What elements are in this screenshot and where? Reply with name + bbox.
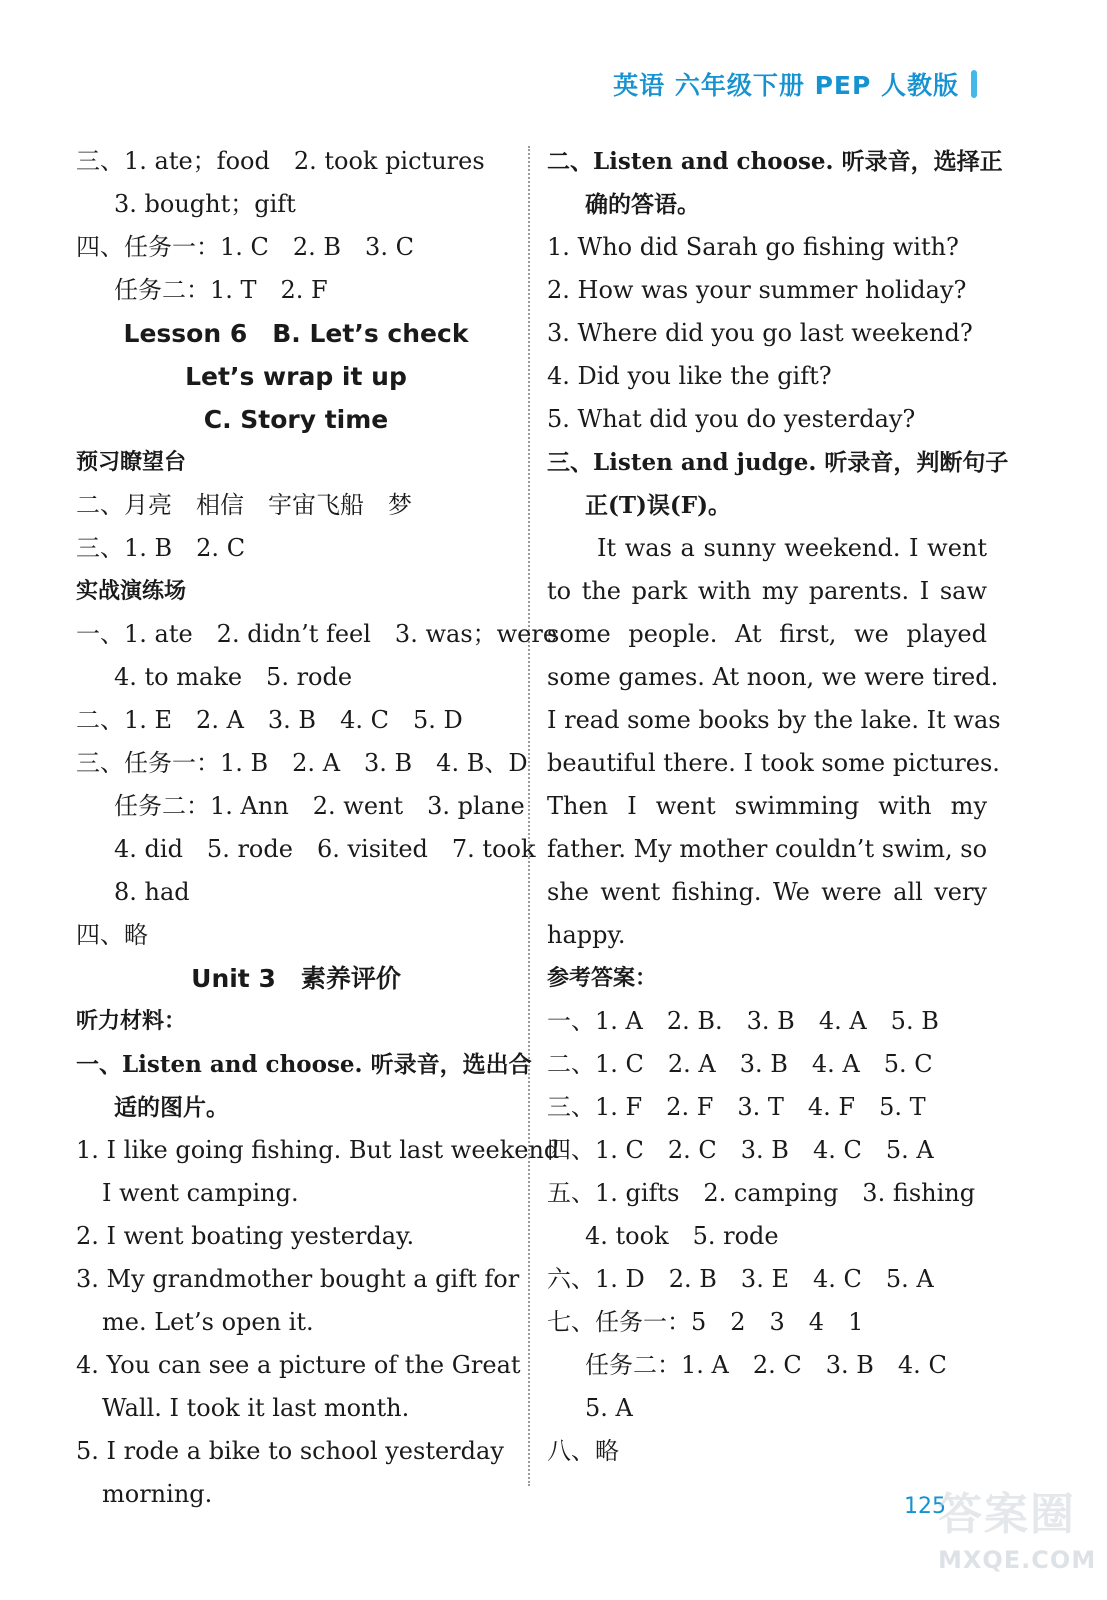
left-column [76, 140, 560, 1516]
passage-line: she went fishing. We were all very [547, 878, 987, 906]
answer-line: 三、1. F 2. F 3. T 4. F 5. T [547, 1093, 926, 1121]
answer-line: 任务二：1. A 2. C 3. B 4. C [585, 1351, 947, 1379]
section-heading: 听力材料： [76, 1009, 187, 1034]
lesson-heading: Let’s wrap it up [185, 362, 407, 391]
answer-line: 三、1. ate；food 2. took pictures [76, 147, 485, 175]
script-line: 1. Who did Sarah go fishing with? [547, 233, 959, 261]
passage-line: It was a sunny weekend. I went [597, 534, 987, 562]
answer-line: 三、任务一：1. B 2. A 3. B 4. B、D [76, 749, 528, 777]
answer-line: 3. bought；gift [114, 190, 296, 218]
script-line: 2. How was your summer holiday? [547, 276, 967, 304]
script-line: 3. My grandmother bought a gift for [76, 1265, 520, 1293]
script-line: 4. Did you like the gift? [547, 362, 832, 390]
answer-line: 七、任务一：5 2 3 4 1 [547, 1308, 864, 1336]
script-line: 5. I rode a bike to school yesterday [76, 1437, 504, 1465]
answer-line: 二、1. E 2. A 3. B 4. C 5. D [76, 706, 463, 734]
script-line: 2. I went boating yesterday. [76, 1222, 415, 1250]
page-number: 125 [904, 1494, 946, 1519]
watermark-url: MXQE.COM [938, 1546, 1097, 1574]
passage-line: happy. [547, 921, 626, 949]
answer-line: 任务二：1. Ann 2. went 3. plane [114, 792, 525, 820]
section-heading: 参考答案： [547, 966, 658, 991]
answer-line: 5. A [585, 1394, 633, 1422]
answer-line: 二、1. C 2. A 3. B 4. A 5. C [547, 1050, 933, 1078]
answer-line: 4. did 5. rode 6. visited 7. took [114, 835, 536, 863]
answer-line: 二、月亮 相信 宇宙飞船 梦 [76, 491, 412, 519]
section-heading: 预习瞭望台 [76, 450, 187, 475]
unit-heading: Unit 3 素养评价 [191, 964, 401, 993]
passage-line: I read some books by the lake. It was [547, 706, 1001, 734]
question-heading: 二、Listen and choose. 听录音，选择正 [547, 148, 1003, 175]
script-line: Wall. I took it last month. [102, 1394, 410, 1422]
answer-line: 4. took 5. rode [585, 1222, 779, 1250]
script-line: I went camping. [102, 1179, 299, 1207]
script-line: 4. You can see a picture of the Great [76, 1351, 521, 1379]
answer-line: 任务二：1. T 2. F [114, 276, 328, 304]
answer-line: 一、1. ate 2. didn’t feel 3. was；were [76, 620, 558, 648]
answer-line: 三、1. B 2. C [76, 534, 246, 562]
answer-line: 六、1. D 2. B 3. E 4. C 5. A [547, 1265, 934, 1293]
watermark [938, 1478, 1097, 1588]
answer-line: 一、1. A 2. B. 3. B 4. A 5. B [547, 1007, 939, 1035]
question-heading: 确的答语。 [585, 191, 700, 218]
column-divider [528, 146, 530, 1486]
book-title-header: 英语 六年级下册 PEP 人教版 [613, 71, 959, 100]
answer-line: 五、1. gifts 2. camping 3. fishing [547, 1179, 976, 1207]
script-line: me. Let’s open it. [102, 1308, 314, 1336]
question-heading: 适的图片。 [114, 1094, 229, 1121]
script-line: 1. I like going fishing. But last weekend [76, 1136, 560, 1164]
section-heading: 实战演练场 [76, 579, 187, 604]
script-line: 5. What did you do yesterday? [547, 405, 916, 433]
answer-line: 四、略 [76, 921, 148, 949]
passage-line: some games. At noon, we were tired. [547, 663, 999, 691]
passage-line: to the park with my parents. I saw [547, 577, 987, 605]
answer-line: 八、略 [547, 1437, 619, 1465]
lesson-heading: Lesson 6 B. Let’s check [123, 319, 469, 348]
header-accent-bar [971, 70, 977, 98]
answer-line: 四、1. C 2. C 3. B 4. C 5. A [547, 1136, 934, 1164]
passage-line: some people. At first, we played [547, 620, 987, 648]
question-heading: 三、Listen and judge. 听录音，判断句子 [547, 449, 1009, 476]
passage-line: beautiful there. I took some pictures. [547, 749, 1000, 777]
passage-line: father. My mother couldn’t swim, so [547, 835, 988, 863]
answer-line: 8. had [114, 878, 190, 906]
answer-line: 四、任务一：1. C 2. B 3. C [76, 233, 414, 261]
question-heading: 一、Listen and choose. 听录音，选出合 [76, 1051, 532, 1078]
answer-line: 4. to make 5. rode [114, 663, 353, 691]
script-line: morning. [102, 1480, 213, 1508]
right-column [547, 140, 1009, 1473]
watermark-logo: 答案圈 [938, 1489, 1076, 1540]
question-heading: 正(T)误(F)。 [585, 492, 731, 519]
passage-line: Then I went swimming with my [547, 792, 987, 820]
lesson-heading: C. Story time [203, 405, 389, 434]
script-line: 3. Where did you go last weekend? [547, 319, 973, 347]
